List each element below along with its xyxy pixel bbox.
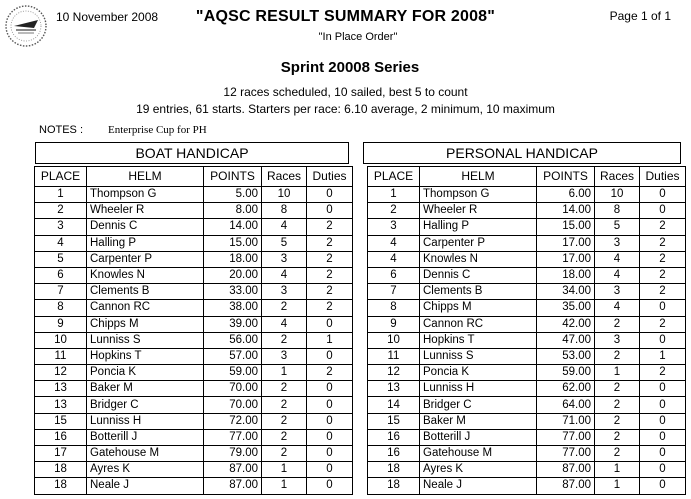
place-cell: 13	[368, 381, 420, 397]
duties-cell: 0	[307, 381, 353, 397]
duties-cell: 0	[307, 478, 353, 494]
races-cell: 2	[262, 300, 307, 316]
races-cell: 1	[262, 462, 307, 478]
points-cell: 72.00	[204, 413, 262, 429]
series-entries-summary: 19 entries, 61 starts. Starters per race: 6.10 average, 2 minimum, 10 maximum	[136, 102, 555, 116]
helm-cell: Lunniss S	[87, 332, 204, 348]
points-cell: 87.00	[204, 462, 262, 478]
table-row	[368, 316, 686, 332]
place-cell: 11	[35, 348, 87, 364]
races-cell: 4	[595, 267, 640, 283]
helm-cell: Halling P	[87, 235, 204, 251]
helm-cell: Botterill J	[420, 429, 537, 445]
personal-table-body	[368, 187, 686, 495]
table-row	[35, 219, 353, 235]
duties-cell: 2	[307, 219, 353, 235]
boat-table-body	[35, 187, 353, 495]
races-cell: 2	[262, 429, 307, 445]
races-cell: 2	[262, 332, 307, 348]
helm-cell: Halling P	[420, 219, 537, 235]
points-cell: 87.00	[204, 478, 262, 494]
table-row	[35, 429, 353, 445]
place-cell: 7	[35, 284, 87, 300]
helm-cell: Lunniss H	[87, 413, 204, 429]
duties-cell: 2	[640, 267, 686, 283]
points-cell: 70.00	[204, 397, 262, 413]
duties-cell: 0	[640, 429, 686, 445]
place-cell: 5	[35, 251, 87, 267]
place-cell: 4	[35, 235, 87, 251]
series-races-summary: 12 races scheduled, 10 sailed, best 5 to count	[223, 85, 468, 99]
column-header-races: Races	[595, 167, 640, 187]
duties-cell: 0	[307, 316, 353, 332]
place-cell: 16	[368, 446, 420, 462]
duties-cell: 2	[307, 365, 353, 381]
place-cell: 3	[368, 219, 420, 235]
races-cell: 1	[595, 462, 640, 478]
points-cell: 35.00	[537, 300, 595, 316]
table-row	[35, 267, 353, 283]
races-cell: 4	[262, 267, 307, 283]
points-cell: 38.00	[204, 300, 262, 316]
duties-cell: 2	[640, 219, 686, 235]
helm-cell: Chipps M	[420, 300, 537, 316]
helm-cell: Ayres K	[420, 462, 537, 478]
place-cell: 17	[35, 446, 87, 462]
points-cell: 39.00	[204, 316, 262, 332]
helm-cell: Gatehouse M	[420, 446, 537, 462]
helm-cell: Baker M	[87, 381, 204, 397]
place-cell: 18	[35, 462, 87, 478]
duties-cell: 0	[307, 413, 353, 429]
helm-cell: Poncia K	[420, 365, 537, 381]
place-cell: 15	[368, 413, 420, 429]
races-cell: 4	[595, 300, 640, 316]
races-cell: 2	[595, 446, 640, 462]
races-cell: 3	[595, 284, 640, 300]
helm-cell: Clements B	[87, 284, 204, 300]
points-cell: 59.00	[204, 365, 262, 381]
table-row	[368, 235, 686, 251]
races-cell: 3	[262, 251, 307, 267]
table-row	[35, 251, 353, 267]
place-cell: 1	[35, 187, 87, 203]
duties-cell: 0	[640, 478, 686, 494]
boat-handicap-heading: BOAT HANDICAP	[35, 142, 349, 164]
helm-cell: Gatehouse M	[87, 446, 204, 462]
duties-cell: 0	[640, 203, 686, 219]
races-cell: 1	[262, 478, 307, 494]
races-cell: 2	[595, 413, 640, 429]
helm-cell: Knowles N	[87, 267, 204, 283]
duties-cell: 0	[307, 429, 353, 445]
table-row	[368, 365, 686, 381]
races-cell: 2	[595, 348, 640, 364]
table-row	[368, 219, 686, 235]
duties-cell: 2	[640, 316, 686, 332]
helm-cell: Wheeler R	[420, 203, 537, 219]
duties-cell: 2	[307, 251, 353, 267]
column-header-helm: HELM	[87, 167, 204, 187]
duties-cell: 2	[307, 300, 353, 316]
table-row	[35, 235, 353, 251]
helm-cell: Thompson G	[420, 187, 537, 203]
helm-cell: Ayres K	[87, 462, 204, 478]
helm-cell: Chipps M	[87, 316, 204, 332]
duties-cell: 2	[307, 284, 353, 300]
duties-cell: 0	[307, 187, 353, 203]
place-cell: 8	[35, 300, 87, 316]
page-number: Page 1 of 1	[609, 9, 671, 23]
races-cell: 4	[595, 251, 640, 267]
races-cell: 1	[595, 478, 640, 494]
points-cell: 5.00	[204, 187, 262, 203]
duties-cell: 2	[640, 365, 686, 381]
table-header-row	[35, 167, 353, 187]
duties-cell: 2	[307, 235, 353, 251]
races-cell: 1	[262, 365, 307, 381]
table-row	[368, 478, 686, 494]
helm-cell: Hopkins T	[87, 348, 204, 364]
helm-cell: Neale J	[87, 478, 204, 494]
place-cell: 2	[368, 203, 420, 219]
place-cell: 16	[35, 429, 87, 445]
points-cell: 77.00	[204, 429, 262, 445]
place-cell: 15	[35, 413, 87, 429]
table-row	[35, 446, 353, 462]
table-row	[368, 332, 686, 348]
place-cell: 12	[35, 365, 87, 381]
table-row	[368, 251, 686, 267]
points-cell: 56.00	[204, 332, 262, 348]
report-title: "AQSC RESULT SUMMARY FOR 2008"	[195, 8, 496, 25]
points-cell: 57.00	[204, 348, 262, 364]
duties-cell: 0	[307, 446, 353, 462]
duties-cell: 1	[640, 348, 686, 364]
notes-text: Enterprise Cup for PH	[108, 124, 207, 136]
table-row	[35, 203, 353, 219]
points-cell: 64.00	[537, 397, 595, 413]
place-cell: 9	[368, 316, 420, 332]
races-cell: 3	[262, 284, 307, 300]
table-row	[368, 397, 686, 413]
place-cell: 11	[368, 348, 420, 364]
duties-cell: 0	[307, 348, 353, 364]
column-header-helm: HELM	[420, 167, 537, 187]
column-header-points: POINTS	[204, 167, 262, 187]
races-cell: 5	[262, 235, 307, 251]
points-cell: 17.00	[537, 235, 595, 251]
table-row	[35, 462, 353, 478]
table-row	[35, 478, 353, 494]
table-row	[368, 381, 686, 397]
points-cell: 59.00	[537, 365, 595, 381]
table-row	[368, 348, 686, 364]
points-cell: 71.00	[537, 413, 595, 429]
place-cell: 3	[35, 219, 87, 235]
table-row	[368, 413, 686, 429]
table-row	[368, 284, 686, 300]
points-cell: 87.00	[537, 462, 595, 478]
races-cell: 10	[595, 187, 640, 203]
races-cell: 2	[262, 397, 307, 413]
table-row	[35, 300, 353, 316]
points-cell: 87.00	[537, 478, 595, 494]
place-cell: 6	[35, 267, 87, 283]
table-row	[35, 413, 353, 429]
helm-cell: Poncia K	[87, 365, 204, 381]
place-cell: 4	[368, 251, 420, 267]
duties-cell: 0	[640, 413, 686, 429]
personal-handicap-heading: PERSONAL HANDICAP	[363, 142, 681, 164]
duties-cell: 0	[307, 397, 353, 413]
duties-cell: 2	[307, 267, 353, 283]
races-cell: 4	[262, 316, 307, 332]
personal-handicap-table	[367, 166, 686, 495]
helm-cell: Bridger C	[87, 397, 204, 413]
place-cell: 4	[368, 235, 420, 251]
duties-cell: 2	[640, 235, 686, 251]
table-row	[35, 284, 353, 300]
races-cell: 3	[595, 332, 640, 348]
duties-cell: 0	[640, 397, 686, 413]
place-cell: 6	[368, 267, 420, 283]
column-header-place: PLACE	[368, 167, 420, 187]
duties-cell: 0	[307, 462, 353, 478]
points-cell: 14.00	[537, 203, 595, 219]
points-cell: 77.00	[537, 446, 595, 462]
points-cell: 8.00	[204, 203, 262, 219]
helm-cell: Clements B	[420, 284, 537, 300]
boat-handicap-table	[34, 166, 353, 495]
table-row	[368, 462, 686, 478]
points-cell: 17.00	[537, 251, 595, 267]
duties-cell: 0	[640, 332, 686, 348]
place-cell: 18	[368, 462, 420, 478]
points-cell: 70.00	[204, 381, 262, 397]
races-cell: 2	[595, 397, 640, 413]
table-row	[368, 187, 686, 203]
notes-label: NOTES :	[39, 124, 84, 136]
points-cell: 79.00	[204, 446, 262, 462]
points-cell: 6.00	[537, 187, 595, 203]
points-cell: 53.00	[537, 348, 595, 364]
races-cell: 2	[595, 429, 640, 445]
table-row	[35, 348, 353, 364]
races-cell: 8	[595, 203, 640, 219]
helm-cell: Carpenter P	[87, 251, 204, 267]
races-cell: 1	[595, 365, 640, 381]
place-cell: 13	[35, 381, 87, 397]
column-header-races: Races	[262, 167, 307, 187]
report-date: 10 November 2008	[56, 10, 159, 24]
place-cell: 18	[368, 478, 420, 494]
duties-cell: 0	[307, 203, 353, 219]
helm-cell: Bridger C	[420, 397, 537, 413]
place-cell: 2	[35, 203, 87, 219]
place-cell: 10	[368, 332, 420, 348]
table-row	[35, 332, 353, 348]
column-header-duties: Duties	[307, 167, 353, 187]
points-cell: 77.00	[537, 429, 595, 445]
place-cell: 18	[35, 478, 87, 494]
points-cell: 42.00	[537, 316, 595, 332]
races-cell: 2	[262, 446, 307, 462]
races-cell: 2	[595, 316, 640, 332]
column-header-duties: Duties	[640, 167, 686, 187]
helm-cell: Baker M	[420, 413, 537, 429]
table-header-row	[368, 167, 686, 187]
place-cell: 1	[368, 187, 420, 203]
helm-cell: Wheeler R	[87, 203, 204, 219]
place-cell: 12	[368, 365, 420, 381]
helm-cell: Dennis C	[87, 219, 204, 235]
table-row	[35, 365, 353, 381]
table-row	[368, 267, 686, 283]
duties-cell: 2	[640, 251, 686, 267]
place-cell: 10	[35, 332, 87, 348]
place-cell: 8	[368, 300, 420, 316]
races-cell: 3	[595, 235, 640, 251]
table-row	[35, 316, 353, 332]
points-cell: 15.00	[204, 235, 262, 251]
points-cell: 33.00	[204, 284, 262, 300]
helm-cell: Cannon RC	[87, 300, 204, 316]
place-cell: 9	[35, 316, 87, 332]
duties-cell: 0	[640, 381, 686, 397]
races-cell: 5	[595, 219, 640, 235]
duties-cell: 0	[640, 300, 686, 316]
column-header-points: POINTS	[537, 167, 595, 187]
series-title: Sprint 20008 Series	[280, 59, 420, 76]
table-row	[368, 300, 686, 316]
points-cell: 18.00	[204, 251, 262, 267]
duties-cell: 2	[640, 284, 686, 300]
helm-cell: Carpenter P	[420, 235, 537, 251]
table-row	[35, 397, 353, 413]
report-subtitle: "In Place Order"	[318, 31, 398, 43]
points-cell: 14.00	[204, 219, 262, 235]
helm-cell: Cannon RC	[420, 316, 537, 332]
place-cell: 7	[368, 284, 420, 300]
races-cell: 4	[262, 219, 307, 235]
helm-cell: Lunniss S	[420, 348, 537, 364]
points-cell: 34.00	[537, 284, 595, 300]
duties-cell: 0	[640, 187, 686, 203]
place-cell: 16	[368, 429, 420, 445]
duties-cell: 1	[307, 332, 353, 348]
duties-cell: 0	[640, 462, 686, 478]
races-cell: 2	[595, 381, 640, 397]
points-cell: 47.00	[537, 332, 595, 348]
table-row	[368, 446, 686, 462]
races-cell: 3	[262, 348, 307, 364]
helm-cell: Thompson G	[87, 187, 204, 203]
helm-cell: Dennis C	[420, 267, 537, 283]
helm-cell: Knowles N	[420, 251, 537, 267]
duties-cell: 0	[640, 446, 686, 462]
helm-cell: Botterill J	[87, 429, 204, 445]
helm-cell: Neale J	[420, 478, 537, 494]
table-row	[35, 187, 353, 203]
helm-cell: Lunniss H	[420, 381, 537, 397]
points-cell: 18.00	[537, 267, 595, 283]
points-cell: 20.00	[204, 267, 262, 283]
races-cell: 2	[262, 413, 307, 429]
table-row	[368, 429, 686, 445]
points-cell: 15.00	[537, 219, 595, 235]
place-cell: 13	[35, 397, 87, 413]
points-cell: 62.00	[537, 381, 595, 397]
races-cell: 10	[262, 187, 307, 203]
column-header-place: PLACE	[35, 167, 87, 187]
helm-cell: Hopkins T	[420, 332, 537, 348]
races-cell: 2	[262, 381, 307, 397]
table-row	[35, 381, 353, 397]
races-cell: 8	[262, 203, 307, 219]
table-row	[368, 203, 686, 219]
place-cell: 14	[368, 397, 420, 413]
